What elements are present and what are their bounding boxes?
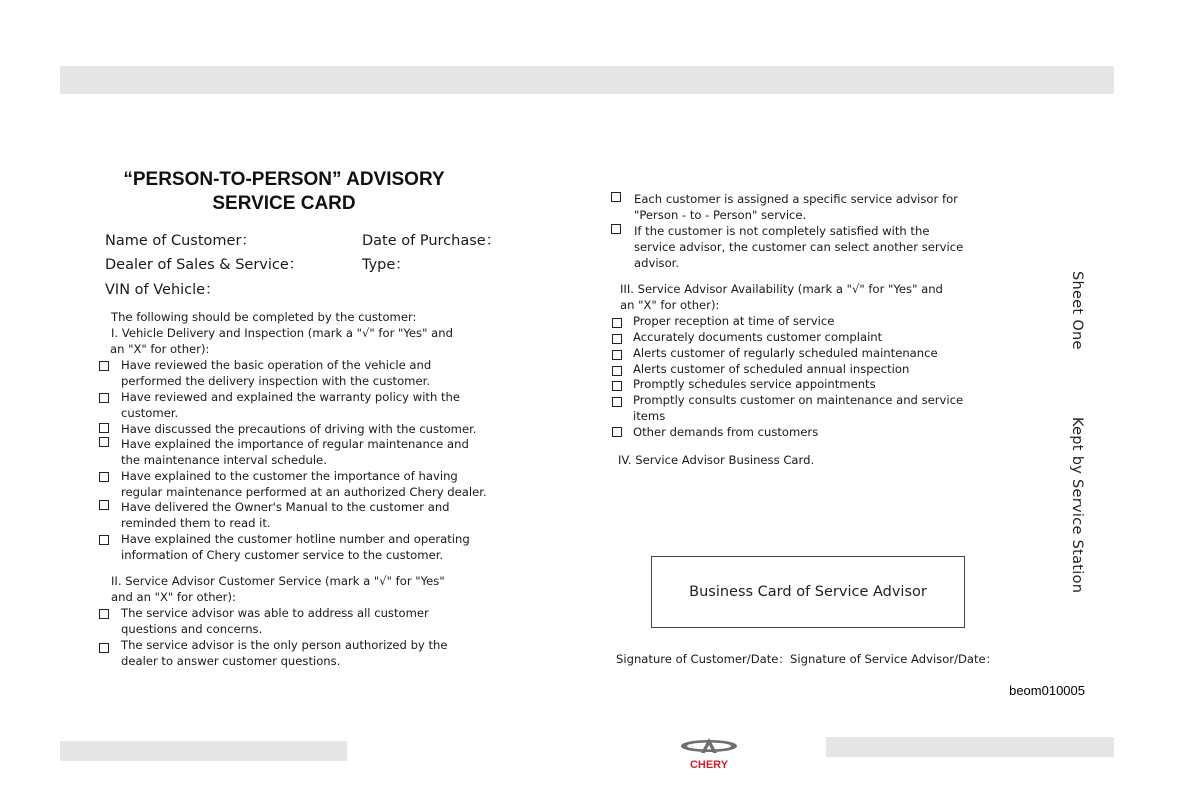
assignment-item-text	[634, 192, 958, 224]
title-line-1: “PERSON-TO-PERSON” ADVISORY	[123, 169, 445, 190]
chery-logo-mark	[677, 735, 741, 771]
business-card-label: Business Card of Service Advisor	[689, 584, 927, 600]
section-2-header	[111, 574, 445, 606]
assignment-item-text	[634, 224, 963, 271]
checkbox[interactable]	[612, 366, 622, 376]
section-1-item-line: Have explained to the customer the importance of having	[121, 469, 458, 483]
checkbox[interactable]	[611, 192, 621, 202]
availability-item-line: Promptly schedules service appointments	[633, 377, 876, 391]
section-1-item-line: Have delivered the Owner's Manual to the customer and	[121, 500, 450, 514]
section-2-item-line: The service advisor was able to address all customer	[121, 606, 429, 620]
section-1-item-text	[121, 422, 476, 438]
availability-item-text	[633, 393, 963, 425]
availability-item-line: Alerts customer of scheduled annual inspection	[633, 362, 910, 376]
section-1-intro	[111, 310, 453, 357]
bottom-right-band	[826, 737, 1114, 757]
section-1-item-line: Have reviewed and explained the warranty policy with the	[121, 390, 461, 404]
section-2-item-text	[121, 606, 429, 638]
availability-item-text	[633, 330, 882, 346]
type-label: Type：	[362, 257, 410, 273]
section-3-header	[620, 282, 943, 314]
section-2-item-line: The service advisor is the only person authorized by the	[121, 638, 448, 652]
checkbox[interactable]	[99, 535, 109, 545]
section-1-item-line: regular maintenance performed at an authorized Chery dealer.	[121, 484, 487, 499]
availability-item-text	[633, 314, 834, 330]
intro-text: The following should be completed by the customer:	[111, 310, 417, 324]
availability-item-line: Promptly consults customer on maintenance and service	[633, 393, 964, 407]
checkbox[interactable]	[99, 472, 109, 482]
checkbox[interactable]	[612, 427, 622, 437]
section-2-item-text	[121, 638, 448, 670]
section-1-item-line: customer.	[121, 405, 179, 420]
section-1-item-line: Have explained the importance of regular maintenance and	[121, 437, 469, 451]
assignment-item-line: "Person - to - Person" service.	[634, 207, 807, 222]
availability-item-text	[633, 425, 818, 441]
assignment-item-line: Each customer is assigned a specific service advisor for	[634, 192, 958, 206]
section-2-item-line: dealer to answer customer questions.	[121, 653, 341, 668]
section-2-heading-cont: and an "X" for other):	[111, 589, 236, 604]
section-3-heading: III. Service Advisor Availability (mark a "√" for "Yes" and	[620, 282, 943, 296]
name-of-customer-label: Name of Customer：	[105, 233, 256, 249]
assignment-item-line: If the customer is not completely satisfied with the	[634, 224, 930, 238]
availability-item-text	[633, 362, 909, 378]
bottom-left-band	[60, 741, 347, 761]
section-2-item-line: questions and concerns.	[121, 621, 263, 636]
section-1-item-text	[121, 532, 470, 564]
checkbox[interactable]	[99, 437, 109, 447]
section-2-heading: II. Service Advisor Customer Service (mark a "√" for "Yes"	[111, 574, 445, 588]
checkbox[interactable]	[99, 609, 109, 619]
section-3-heading-cont: an "X" for other):	[620, 297, 720, 312]
customer-signature-label: Signature of Customer/Date：	[616, 652, 791, 666]
availability-item-line: Proper reception at time of service	[633, 314, 835, 328]
availability-item-text	[633, 346, 938, 362]
chery-logo-icon	[677, 735, 741, 771]
checkbox[interactable]	[612, 318, 622, 328]
checkbox[interactable]	[612, 397, 622, 407]
vin-label: VIN of Vehicle：	[105, 282, 220, 298]
dealer-label: Dealer of Sales & Service：	[105, 257, 304, 273]
advisor-signature-label: Signature of Service Advisor/Date：	[790, 652, 998, 666]
assignment-item-line: advisor.	[634, 255, 680, 270]
document-code: beom010005	[1009, 683, 1085, 698]
checkbox[interactable]	[99, 423, 109, 433]
checkbox[interactable]	[612, 350, 622, 360]
checkbox[interactable]	[99, 643, 109, 653]
section-1-item-text	[121, 390, 460, 422]
availability-item-line: Accurately documents customer complaint	[633, 330, 883, 344]
section-1-item-line: Have discussed the precautions of driving with the customer.	[121, 422, 477, 436]
availability-item-line: Other demands from customers	[633, 425, 819, 439]
checkbox[interactable]	[99, 393, 109, 403]
section-1-item-text	[121, 500, 450, 532]
section-1-item-text	[121, 469, 487, 501]
section-1-item-line: reminded them to read it.	[121, 515, 271, 530]
section-1-item-line: the maintenance interval schedule.	[121, 452, 327, 467]
section-1-item-line: information of Chery customer service to the customer.	[121, 547, 444, 562]
title-line-2: SERVICE CARD	[212, 193, 356, 214]
kept-by-label: Kept by Service Station	[1069, 417, 1085, 594]
section-1-heading-cont: an "X" for other):	[110, 341, 210, 356]
business-card-box	[651, 556, 965, 628]
availability-item-text	[633, 377, 876, 393]
availability-item-line: Alerts customer of regularly scheduled maintenance	[633, 346, 938, 360]
checkbox[interactable]	[612, 381, 622, 391]
availability-item-line: items	[633, 408, 666, 423]
checkbox[interactable]	[99, 361, 109, 371]
section-1-heading: I. Vehicle Delivery and Inspection (mark a "√" for "Yes" and	[111, 325, 453, 340]
top-band	[60, 66, 1114, 94]
sheet-label: Sheet One	[1069, 271, 1085, 350]
assignment-item-line: service advisor, the customer can select another service	[634, 239, 964, 254]
section-4-heading: IV. Service Advisor Business Card.	[618, 453, 815, 467]
checkbox[interactable]	[612, 334, 622, 344]
section-1-item-line: performed the delivery inspection with the customer.	[121, 373, 430, 388]
checkbox[interactable]	[99, 500, 109, 510]
chery-logo-text: CHERY	[689, 759, 729, 771]
section-1-item-text	[121, 437, 469, 469]
section-1-item-line: Have reviewed the basic operation of the vehicle and	[121, 358, 432, 372]
section-1-item-line: Have explained the customer hotline number and operating	[121, 532, 470, 546]
date-of-purchase-label: Date of Purchase：	[362, 233, 501, 249]
page-title	[100, 168, 468, 216]
section-1-item-text	[121, 358, 431, 390]
checkbox[interactable]	[611, 224, 621, 234]
